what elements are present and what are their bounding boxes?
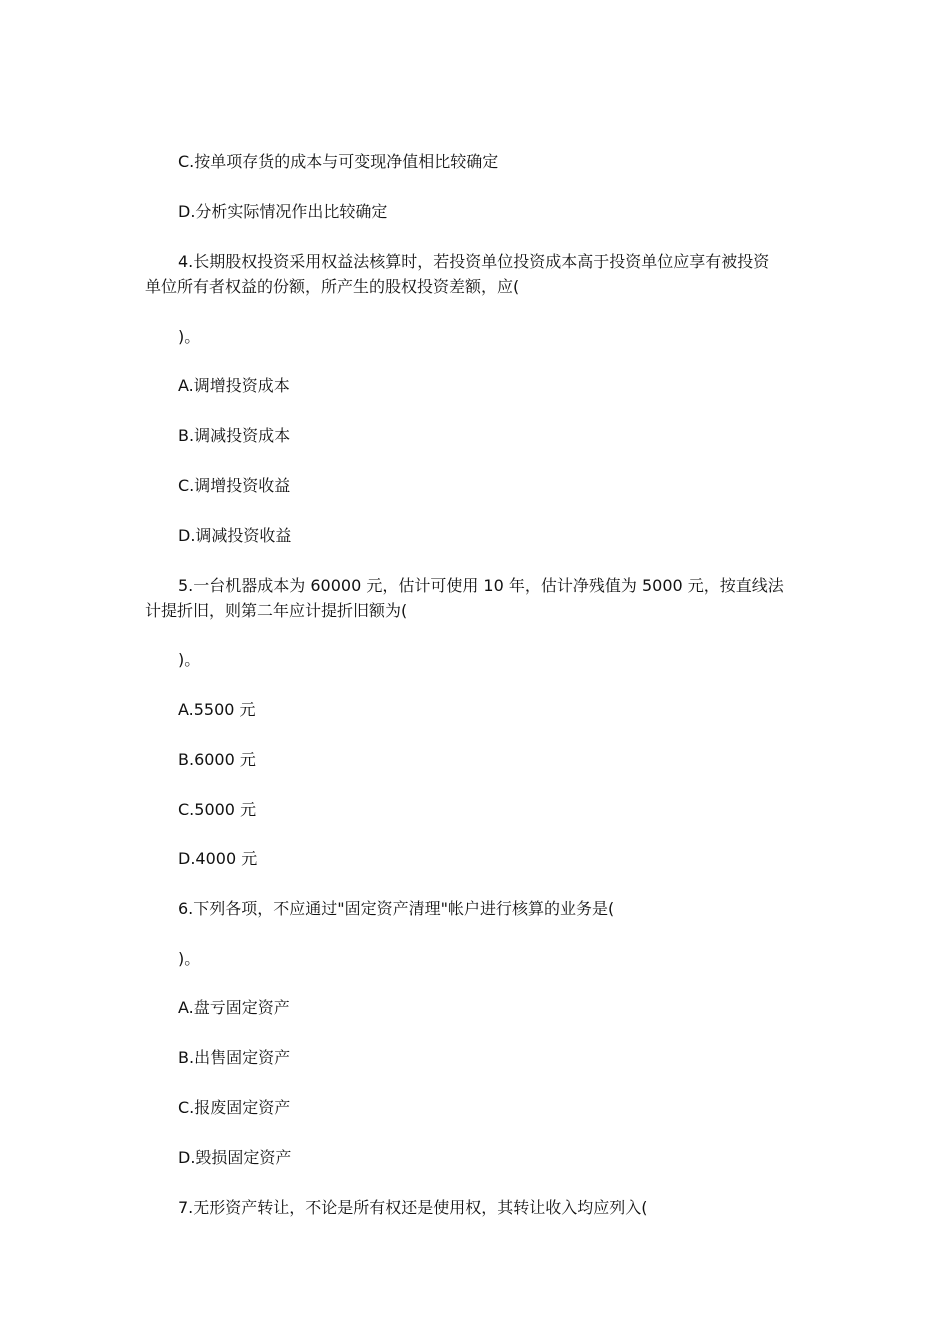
- q5-stem-line2: 计提折旧，则第二年应计提折旧额为(: [145, 601, 408, 620]
- q4-option-a: A.调增投资成本: [178, 376, 290, 395]
- q5-stem-close: )。: [178, 650, 201, 669]
- q6-option-c: C.报废固定资产: [178, 1098, 291, 1117]
- q6-option-b: B.出售固定资产: [178, 1048, 291, 1067]
- q4-stem-line1: 4.长期股权投资采用权益法核算时，若投资单位投资成本高于投资单位应享有被投资: [178, 252, 770, 271]
- q3-option-c: C.按单项存货的成本与可变现净值相比较确定: [178, 152, 499, 171]
- q6-stem: 6.下列各项，不应通过"固定资产清理"帐户进行核算的业务是(: [178, 899, 615, 918]
- q4-option-b: B.调减投资成本: [178, 426, 291, 445]
- q6-stem-close: )。: [178, 949, 201, 968]
- q4-option-c: C.调增投资收益: [178, 476, 291, 495]
- q6-option-d: D.毁损固定资产: [178, 1148, 292, 1167]
- q5-option-c: C.5000 元: [178, 800, 257, 819]
- q5-option-b: B.6000 元: [178, 750, 256, 769]
- q5-option-a: A.5500 元: [178, 700, 256, 719]
- q5-option-d: D.4000 元: [178, 849, 258, 868]
- q6-option-a: A.盘亏固定资产: [178, 998, 290, 1017]
- q4-stem-line2: 单位所有者权益的份额，所产生的股权投资差额，应(: [145, 277, 520, 296]
- q4-option-d: D.调减投资收益: [178, 526, 292, 545]
- q4-stem-close: )。: [178, 327, 201, 346]
- q3-option-d: D.分析实际情况作出比较确定: [178, 202, 388, 221]
- q5-stem-line1: 5.一台机器成本为 60000 元，估计可使用 10 年，估计净残值为 5000 元，按直线法: [178, 576, 784, 595]
- q7-stem: 7.无形资产转让，不论是所有权还是使用权，其转让收入均应列入(: [178, 1198, 648, 1217]
